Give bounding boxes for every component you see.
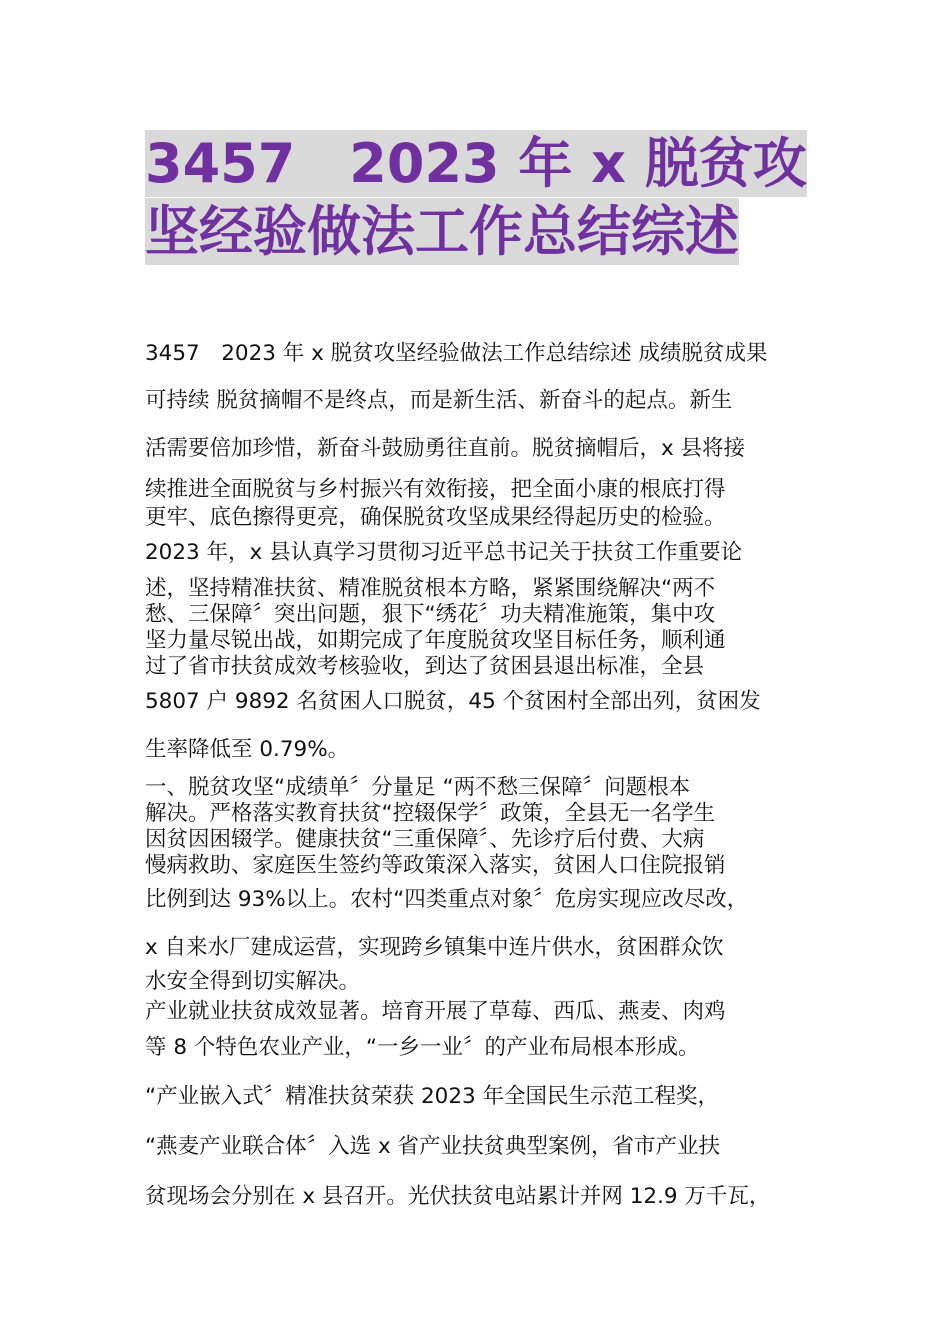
document-title-text: 3457 2023 年 x 脱贫攻坚经验做法工作总结综述: [145, 132, 807, 263]
body-line: 更牢、底色擦得更亮，确保脱贫攻坚成果经得起历史的检验。: [145, 505, 726, 530]
body-line: 贫现场会分别在 x 县召开。光伏扶贫电站累计并网 12.9 万千瓦，: [145, 1184, 771, 1209]
body-line: 水安全得到切实解决。: [145, 969, 361, 994]
body-line: 因贫因困辍学。健康扶贫“三重保障〞、先诊疗后付费、大病: [145, 827, 705, 852]
body-line: x 自来水厂建成运营，实现跨乡镇集中连片供水，贫困群众饮: [145, 935, 724, 960]
body-line: 比例到达 93%以上。农村“四类重点对象〞危房实现应改尽改，: [145, 887, 749, 912]
body-line: 续推进全面脱贫与乡村振兴有效衔接，把全面小康的根底打得: [145, 477, 726, 502]
body-line: 坚力量尽锐出战，如期完成了年度脱贫攻坚目标任务，顺利通: [145, 628, 726, 653]
body-line: 5807 户 9892 名贫困人口脱贫，45 个贫困村全部出列，贫困发: [145, 689, 761, 714]
body-line: 2023 年，x 县认真学习贯彻习近平总书记关于扶贫工作重要论: [145, 540, 743, 565]
body-line: “燕麦产业联合体〞入选 x 省产业扶贫典型案例，省市产业扶: [145, 1134, 721, 1159]
body-line: 述，坚持精准扶贫、精准脱贫根本方略，紧紧围绕解决“两不: [145, 576, 716, 601]
body-line: 可持续 脱贫摘帽不是终点，而是新生活、新奋斗的起点。新生: [145, 388, 733, 413]
body-line: 愁、三保障〞突出问题，狠下“绣花〞功夫精准施策，集中攻: [145, 602, 716, 627]
document-title: [145, 130, 825, 266]
body-line: 产业就业扶贫成效显著。培育开展了草莓、西瓜、燕麦、肉鸡: [145, 999, 726, 1024]
body-line: 解决。严格落实教育扶贫“控辍保学〞政策，全县无一名学生: [145, 801, 716, 826]
body-line: 一、脱贫攻坚“成绩单〞分量足 “两不愁三保障〞问题根本: [145, 775, 691, 800]
body-line: 慢病救助、家庭医生签约等政策深入落实，贫困人口住院报销: [145, 853, 726, 878]
body-line: 生率降低至 0.79%。: [145, 737, 350, 762]
body-line: 活需要倍加珍惜，新奋斗鼓励勇往直前。脱贫摘帽后，x 县将接: [145, 436, 746, 461]
body-line: 3457 2023 年 x 脱贫攻坚经验做法工作总结综述 成绩脱贫成果: [145, 341, 768, 366]
body-line: 等 8 个特色农业产业，“一乡一业〞的产业布局根本形成。: [145, 1035, 700, 1060]
body-line: 过了省市扶贫成效考核验收，到达了贫困县退出标准，全县: [145, 654, 705, 679]
body-line: “产业嵌入式〞精准扶贫荣获 2023 年全国民生示范工程奖，: [145, 1084, 720, 1109]
